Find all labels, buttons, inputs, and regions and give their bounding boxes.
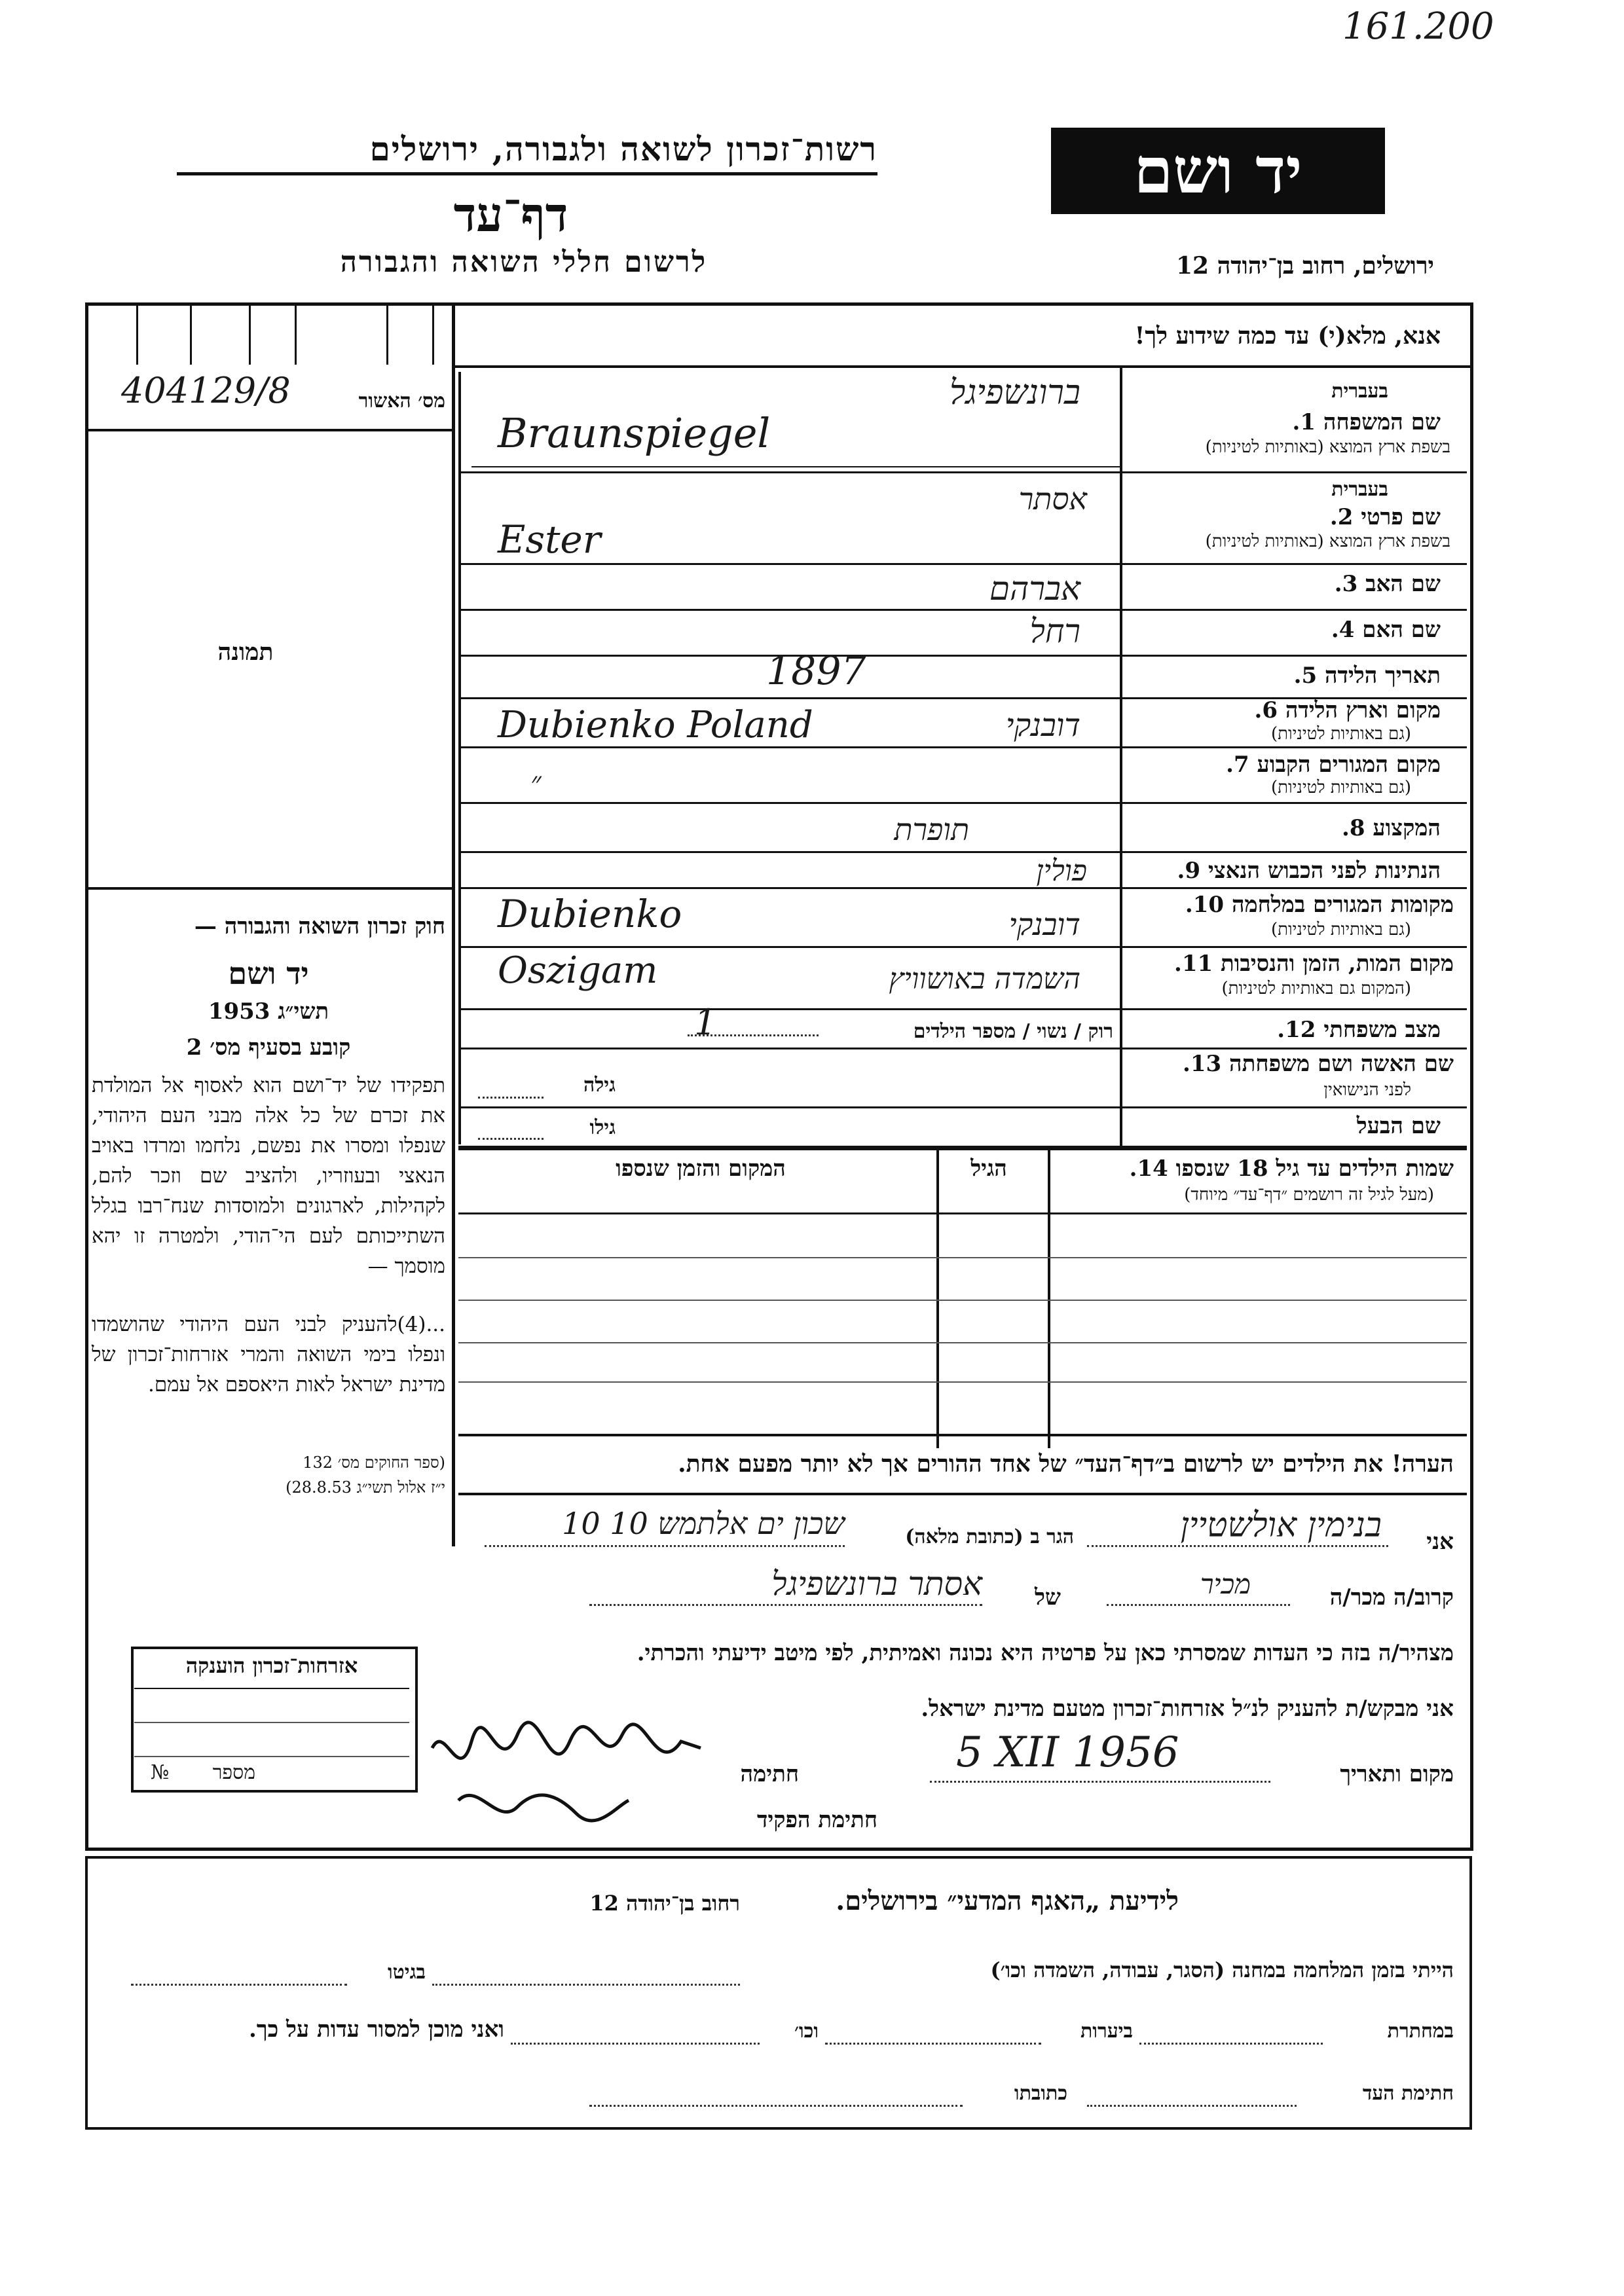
bottom-line-1: הייתי בזמן המלחמה במחנה (הסגר, עבודה, השמדה וכו׳) bbox=[990, 1958, 1454, 1982]
declarant-address: שכון ים אלתמש 10 10 bbox=[562, 1506, 845, 1541]
children-col-names: שמות הילדים עד גיל 18 שנספו 14. bbox=[1129, 1156, 1454, 1182]
children-col-place: המקום והזמן שנספו bbox=[616, 1156, 786, 1182]
marital-options: רוק / נשוי / מספר הילדים bbox=[913, 1020, 1113, 1043]
value-residence: ״ bbox=[530, 766, 542, 799]
field-label-birthdate: תאריך הלידה 5. bbox=[1293, 663, 1441, 689]
instruction: אנא, מלא(י) עד כמה שידוע לך! bbox=[1134, 322, 1441, 350]
citizenship-num-label: מספר bbox=[212, 1761, 255, 1784]
bottom-witness-signature: חתימת העד bbox=[1362, 2082, 1454, 2105]
law-ref-1: (ספר החוקים מס׳ 132 bbox=[303, 1453, 445, 1472]
field-label-firstname: שם פרטי 2. bbox=[1329, 504, 1441, 530]
official-signature-label: חתימת הפקיד bbox=[756, 1807, 877, 1833]
place-date-value: 5 XII 1956 bbox=[956, 1728, 1179, 1777]
value-surname-latin: Braunspiegel bbox=[498, 409, 771, 457]
value-profession: תופרת bbox=[894, 812, 969, 847]
field-label-war-residence: מקומות המגורים במלחמה 10. bbox=[1185, 892, 1454, 918]
field-label-husband: שם הבעל bbox=[1356, 1113, 1441, 1139]
value-birthplace-latin: Dubienko Poland bbox=[498, 704, 813, 746]
approval-number: 404129/8 bbox=[121, 370, 291, 411]
bottom-underground: במחתרת bbox=[1387, 2020, 1454, 2043]
field-label-death: מקום המות, הזמן והנסיבות 11. bbox=[1173, 951, 1454, 977]
field-sub-war-residence: (גם באותיות לטיניות) bbox=[1270, 920, 1411, 939]
heb-label-1: בעברית bbox=[1331, 380, 1388, 403]
citizenship-title: אזרחות־זכרון הוענקה bbox=[185, 1653, 358, 1678]
value-nationality: פולין bbox=[1036, 854, 1087, 888]
bottom-forests: ביערות bbox=[1080, 2020, 1133, 2043]
declarant-of-name: אסתר ברונשפיגל bbox=[771, 1565, 982, 1603]
declarant-address-label: הגר ב (כתובת מלאה) bbox=[905, 1525, 1074, 1548]
law-text-2: ...(4)להעניק לבני העם היהודי שהושמדו ונפלו בימי השואה והמרי אזרחות־זכרון של מדינת ישראל לאות היאספם אל עמם. bbox=[92, 1313, 445, 1396]
field-label-marital: מצב משפחתי 12. bbox=[1277, 1017, 1441, 1043]
bottom-title: לידיעת „האגף המדעי״ בירושלים. bbox=[836, 1886, 1179, 1916]
law-clause: קובע בסעיף מס׳ 2 bbox=[186, 1034, 351, 1061]
law-name: יד ושם bbox=[228, 956, 309, 991]
header-org: רשות־זכרון לשואה ולגבורה, ירושלים bbox=[177, 130, 877, 175]
bottom-etc: וכו׳ bbox=[794, 2020, 819, 2043]
declarant-ani: אני bbox=[1426, 1529, 1454, 1555]
field-sub-residence: (גם באותיות לטיניות) bbox=[1270, 778, 1411, 797]
children-note: הערה! את הילדים יש לרשום ב״דף־העד״ של אחד ההורים אך לא יותר מפעם אחת. bbox=[678, 1450, 1454, 1478]
field-label-wife: שם האשה ושם משפחתה 13. bbox=[1183, 1051, 1454, 1077]
declarant-name: בנימין אולשטיין bbox=[1180, 1506, 1382, 1545]
value-war-residence-latin: Dubienko bbox=[498, 892, 682, 936]
field-sub-firstname: בשפת ארץ המוצא (באותיות לטיניות) bbox=[1205, 532, 1450, 551]
wife-age-label: גילה bbox=[583, 1074, 616, 1097]
header-subtitle: לרשום חללי השואה והגבורה bbox=[340, 246, 708, 279]
value-death-latin: Oszigam bbox=[498, 949, 658, 992]
field-label-birthplace: מקום וארץ הלידה 6. bbox=[1254, 697, 1441, 723]
bottom-testimony: ואני מוכן למסור עדות על כך. bbox=[249, 2016, 504, 2043]
approval-label: מס׳ האשור bbox=[358, 390, 445, 412]
value-birthdate: 1897 bbox=[766, 648, 866, 694]
declarant-request: אני מבקש/ת להעניק לנ״ל אזרחות־זכרון מטעם מדינת ישראל. bbox=[921, 1696, 1454, 1722]
citizenship-no: № bbox=[151, 1761, 170, 1784]
declarant-signature bbox=[419, 1709, 707, 1846]
law-text: תפקידו של יד־ושם הוא לאסוף אל המולדת את זכרם של כל אלה מבני העם היהודי, שנפלו ומסרו את נפשם, נלחמו ומרדו באויב הנאצי ובעוזריו, ולהציב שם וזכר להם, לקהילות, לארגונים ולמוסדות שנח־רבו בגלל השתייכותם לעם הי־הודי, ולמטרה זו יהא מוסמך — bbox=[92, 1074, 445, 1278]
value-children-count: 1 bbox=[694, 1002, 717, 1043]
field-label-mother: שם האם 4. bbox=[1331, 617, 1441, 643]
bottom-ghetto: בגיטו bbox=[387, 1961, 426, 1984]
field-label-surname: שם המשפחה 1. bbox=[1292, 409, 1441, 435]
value-death-heb: השמדה באושוויץ bbox=[889, 962, 1080, 996]
bottom-address: רחוב בן־יהודה 12 bbox=[589, 1891, 740, 1916]
value-surname-heb: ברונשפיגל bbox=[949, 373, 1080, 412]
bottom-witness-address: כתובתו bbox=[1014, 2082, 1067, 2105]
declarant-statement: מצהיר/ה בזה כי העדות שמסרתי כאן על פרטיה היא נכונה ואמיתית, לפי מיטב ידיעתי והכרתי. bbox=[637, 1640, 1454, 1666]
field-sub-death: (המקום גם באותיות לטיניות) bbox=[1221, 979, 1411, 998]
value-birthplace-heb: דובנקי bbox=[1005, 707, 1080, 744]
husband-age-label: גילו bbox=[589, 1116, 616, 1139]
declarant-relation: מכיר bbox=[1200, 1568, 1251, 1600]
value-mother: רחל bbox=[1029, 612, 1080, 650]
law-ref-2: י״ז אלול תשי״ג 28.8.53) bbox=[286, 1478, 445, 1497]
field-sub-wife: לפני הנישואין bbox=[1323, 1080, 1411, 1100]
declarant-relative-label: קרוב/ה מכר/ה bbox=[1329, 1584, 1454, 1611]
yad-vashem-logo: יד ושם bbox=[1051, 128, 1385, 214]
photo-label: תמונה bbox=[217, 638, 274, 666]
place-date-label: מקום ותאריך bbox=[1340, 1761, 1454, 1787]
field-sub-birthplace: (גם באותיות לטיניות) bbox=[1270, 724, 1411, 744]
law-title: חוק זכרון השואה והגבורה — bbox=[194, 913, 445, 939]
header-address: ירושלים, רחוב בן־יהודה 12 bbox=[1175, 252, 1434, 280]
children-col-names-sub: (מעל לגיל זה רושמים ״דף־עד״ מיוחד) bbox=[1184, 1185, 1434, 1205]
field-sub-surname: בשפת ארץ המוצא (באותיות לטיניות) bbox=[1205, 437, 1450, 457]
field-label-father: שם האב 3. bbox=[1334, 571, 1441, 597]
value-father: אברהם bbox=[989, 570, 1080, 608]
field-label-residence: מקום המגורים הקבוע 7. bbox=[1226, 752, 1441, 778]
corner-note: 161.200 bbox=[1342, 5, 1494, 48]
field-label-profession: המקצוע 8. bbox=[1341, 815, 1441, 841]
law-year: תשי״ג 1953 bbox=[208, 998, 329, 1025]
field-label-nationality: הנתינות לפני הכבוש הנאצי 9. bbox=[1177, 858, 1441, 884]
declarant-of: של bbox=[1035, 1584, 1061, 1611]
heb-label-2: בעברית bbox=[1331, 478, 1388, 501]
signature-label: חתימה bbox=[740, 1761, 799, 1787]
value-firstname-latin: Ester bbox=[498, 517, 601, 562]
value-firstname-heb: אסתר bbox=[1018, 481, 1087, 517]
children-col-age: הגיל bbox=[970, 1156, 1007, 1182]
value-war-residence-heb: דובנקי bbox=[1008, 907, 1080, 942]
header-title: דף־עד bbox=[453, 187, 568, 242]
